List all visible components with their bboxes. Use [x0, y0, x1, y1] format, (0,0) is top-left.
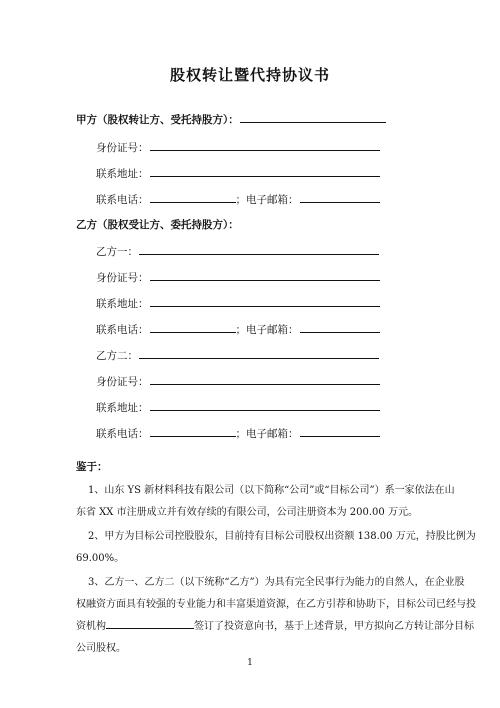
party-b-heading: 乙方（股权受让方、委托持股方）：: [76, 219, 239, 231]
party-b2-phone-blank[interactable]: [150, 426, 236, 437]
party-b2-email-label: ；电子邮箱：: [235, 428, 299, 440]
whereas-heading: 鉴于：: [76, 461, 108, 473]
party-b1-phone-label: 联系电话：: [96, 324, 149, 336]
party-b1-phone-blank[interactable]: [150, 322, 236, 333]
party-a-email-label: ；电子邮箱：: [235, 194, 299, 206]
party-b1-id-blank[interactable]: [150, 270, 380, 281]
whereas-p3-line-2: 权融资方面具有较强的专业能力和丰富渠道资源，在乙方引荐和协助下，目标公司已经与投: [76, 599, 476, 610]
party-a-address-label: 联系地址：: [96, 168, 149, 180]
whereas-p2-line-1: 2、甲方为目标公司控股股东，目前持有目标公司股权出资额 138.00 万元，持股比例为: [88, 531, 476, 542]
party-b1-address-blank[interactable]: [150, 296, 380, 307]
party-b2-phone-label: 联系电话：: [96, 428, 149, 440]
whereas-p3-line-3b: 签订了投资意向书，基于上述背景，甲方拟向乙方转让部分目标: [194, 621, 474, 632]
party-b2-email-blank[interactable]: [300, 426, 380, 437]
whereas-paragraph-3: [76, 572, 476, 660]
party-b2-name-blank[interactable]: [139, 348, 379, 359]
party-a-address-blank[interactable]: [150, 166, 380, 177]
party-a-phone-label: 联系电话：: [96, 194, 149, 206]
whereas-p2-line-2: 69.00%。: [76, 553, 125, 564]
party-b1-id-row: [96, 270, 380, 285]
whereas-p3-line-4: 公司股权。: [76, 643, 126, 654]
document-title: 股权转让暨代持协议书: [169, 66, 330, 84]
party-a-email-blank[interactable]: [300, 192, 380, 203]
whereas-paragraph-1: [76, 480, 455, 524]
party-b1-address-row: [96, 296, 380, 311]
party-b1-name-row: [96, 244, 379, 259]
party-b2-address-row: [96, 400, 380, 415]
party-b2-address-blank[interactable]: [150, 400, 380, 411]
party-a-heading-label: 甲方（股权转让方、受托持股方）：: [76, 114, 239, 126]
party-a-phone-row: [96, 192, 380, 207]
party-a-address-row: [96, 166, 380, 181]
party-a-phone-blank[interactable]: [150, 192, 236, 203]
party-b2-id-blank[interactable]: [150, 374, 380, 385]
whereas-p3-line-3a: 资机构: [76, 621, 106, 632]
whereas-p3-line-1: 3、乙方一、乙方二（以下统称“乙方”）为具有完全民事行为能力的自然人，在企业股: [88, 577, 465, 588]
party-b2-id-label: 身份证号：: [96, 376, 149, 388]
party-b1-name-blank[interactable]: [139, 244, 379, 255]
party-a-id-label: 身份证号：: [96, 142, 149, 154]
party-b2-id-row: [96, 374, 380, 389]
party-a-heading: [76, 112, 386, 127]
party-b1-phone-row: [96, 322, 380, 337]
whereas-p3-line-3: [76, 616, 474, 638]
party-b1-email-blank[interactable]: [300, 322, 380, 333]
whereas-paragraph-2: [76, 526, 476, 570]
party-a-name-blank[interactable]: [240, 112, 386, 123]
party-a-id-row: [96, 140, 380, 155]
party-b1-address-label: 联系地址：: [96, 298, 149, 310]
party-b1-name-label: 乙方一：: [96, 246, 138, 258]
whereas-p1-line-1: 1、山东 YS 新材料科技有限公司（以下简称“公司”或“目标公司”）系一家依法在山: [88, 485, 455, 496]
whereas-p1-line-2: 东省 XX 市注册成立并有效存续的有限公司，公司注册资本为 200.00 万元。: [76, 507, 418, 518]
party-b2-address-label: 联系地址：: [96, 402, 149, 414]
party-b2-phone-row: [96, 426, 380, 441]
party-b1-email-label: ；电子邮箱：: [235, 324, 299, 336]
investor-name-blank[interactable]: [106, 618, 194, 629]
party-b2-name-label: 乙方二：: [96, 350, 138, 362]
party-b1-id-label: 身份证号：: [96, 272, 149, 284]
page-number: 1: [247, 658, 253, 668]
party-b2-name-row: [96, 348, 379, 363]
party-a-id-blank[interactable]: [150, 140, 380, 151]
